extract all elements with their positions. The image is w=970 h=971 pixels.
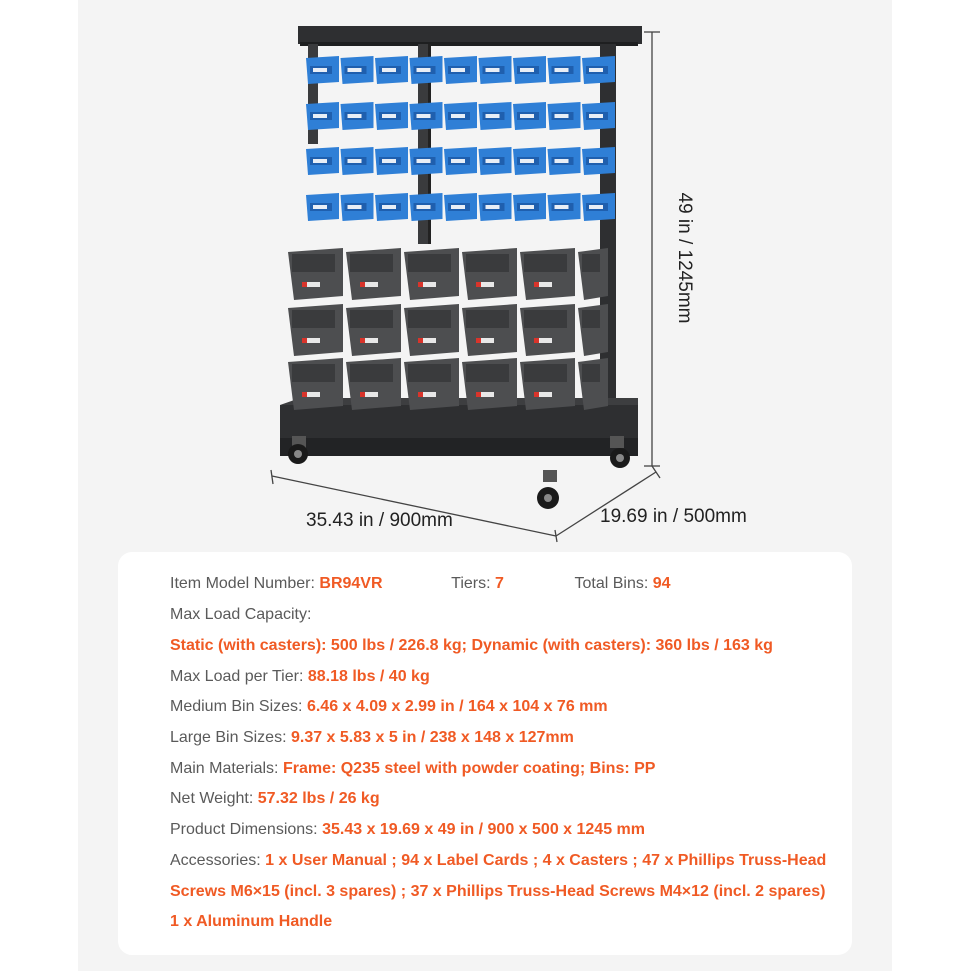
blue-bin bbox=[341, 56, 374, 84]
blue-bin bbox=[410, 56, 443, 84]
large-bin-value: 9.37 x 5.83 x 5 in / 238 x 148 x 127mm bbox=[290, 729, 574, 746]
gray-bin bbox=[288, 248, 343, 300]
blue-bin bbox=[548, 56, 581, 84]
model-value: BR94VR bbox=[319, 575, 383, 592]
spec-row-model bbox=[170, 574, 671, 594]
spec-row-per-tier bbox=[170, 667, 430, 687]
per-tier-value: 88.18 lbs / 40 kg bbox=[307, 668, 430, 685]
blue-bin bbox=[582, 102, 615, 130]
blue-bin bbox=[444, 56, 477, 84]
blue-bin bbox=[375, 102, 408, 130]
materials-value: Frame: Q235 steel with powder coating; Bins: PP bbox=[282, 760, 656, 777]
blue-bin bbox=[444, 102, 477, 130]
gray-bin bbox=[346, 304, 401, 356]
blue-bin bbox=[548, 147, 581, 175]
gray-bin bbox=[520, 304, 575, 356]
spec-row-large-bin bbox=[170, 728, 574, 748]
gray-bin bbox=[346, 358, 401, 410]
blue-bin bbox=[306, 102, 339, 130]
weight-label: Net Weight: bbox=[170, 790, 254, 807]
gray-bin bbox=[578, 304, 608, 356]
product-dimensions-label: Product Dimensions: bbox=[170, 821, 318, 838]
product-dimensions-value: 35.43 x 19.69 x 49 in / 900 x 500 x 1245 mm bbox=[322, 821, 645, 838]
blue-bin bbox=[444, 193, 477, 221]
gray-bin bbox=[404, 358, 459, 410]
gray-bin bbox=[462, 248, 517, 300]
accessories-line-1: 1 x User Manual ; 94 x Label Cards ; 4 x Casters ; 47 x Phillips Truss-Head bbox=[265, 852, 827, 869]
medium-bin-label: Medium Bin Sizes: bbox=[170, 698, 303, 715]
blue-bin bbox=[548, 193, 581, 221]
blue-bin bbox=[548, 102, 581, 130]
spec-row-product-dimensions bbox=[170, 820, 645, 840]
blue-bin bbox=[341, 102, 374, 130]
accessories-line-2: Screws M6×15 (incl. 3 spares) ; 37 x Phillips Truss-Head Screws M4×12 (incl. 2 spares) bbox=[170, 883, 826, 900]
blue-bin bbox=[341, 193, 374, 221]
spec-row-weight bbox=[170, 789, 380, 809]
tiers-value: 7 bbox=[495, 575, 504, 592]
gray-bin bbox=[404, 304, 459, 356]
width-dimension-label: 35.43 in / 900mm bbox=[306, 510, 453, 531]
blue-bin bbox=[306, 147, 339, 175]
blue-bin bbox=[410, 147, 443, 175]
specifications-card bbox=[118, 552, 852, 955]
blue-bin bbox=[410, 102, 443, 130]
spec-row-materials bbox=[170, 759, 655, 779]
blue-bins bbox=[306, 56, 615, 221]
gray-bin bbox=[462, 304, 517, 356]
blue-bin bbox=[582, 56, 615, 84]
blue-bin bbox=[341, 147, 374, 175]
blue-bin bbox=[375, 193, 408, 221]
blue-bin bbox=[306, 193, 339, 221]
max-load-label: Max Load Capacity: bbox=[170, 606, 312, 623]
blue-bin bbox=[306, 56, 339, 84]
spec-row-medium-bin bbox=[170, 697, 608, 717]
blue-bin bbox=[513, 147, 546, 175]
blue-bin bbox=[479, 102, 512, 130]
blue-bin bbox=[479, 56, 512, 84]
gray-bin bbox=[288, 358, 343, 410]
medium-bin-value: 6.46 x 4.09 x 2.99 in / 164 x 104 x 76 mm bbox=[306, 698, 608, 715]
gray-bins bbox=[288, 248, 608, 410]
spec-row-max-load-label bbox=[170, 605, 311, 625]
spec-row-accessories-2 bbox=[170, 882, 825, 902]
blue-bin bbox=[582, 193, 615, 221]
blue-bin bbox=[479, 193, 512, 221]
materials-label: Main Materials: bbox=[170, 760, 279, 777]
blue-bin bbox=[375, 56, 408, 84]
tiers-label: Tiers: bbox=[451, 575, 491, 592]
height-dimension-label: 49 in / 1245mm bbox=[674, 192, 695, 324]
blue-bin bbox=[479, 147, 512, 175]
spec-row-accessories-3 bbox=[170, 912, 332, 932]
model-label: Item Model Number: bbox=[170, 575, 315, 592]
max-load-value: Static (with casters): 500 lbs / 226.8 kg; Dynamic (with casters): 360 lbs / 163 kg bbox=[170, 637, 773, 654]
blue-bin bbox=[582, 147, 615, 175]
spec-row-max-load-value bbox=[170, 636, 773, 656]
blue-bin bbox=[375, 147, 408, 175]
blue-bin bbox=[444, 147, 477, 175]
accessories-line-3: 1 x Aluminum Handle bbox=[170, 913, 333, 930]
gray-bin bbox=[404, 248, 459, 300]
large-bin-label: Large Bin Sizes: bbox=[170, 729, 287, 746]
total-bins-label: Total Bins: bbox=[574, 575, 649, 592]
blue-bin bbox=[513, 56, 546, 84]
accessories-label: Accessories: bbox=[170, 852, 261, 869]
per-tier-label: Max Load per Tier: bbox=[170, 668, 304, 685]
gray-bin bbox=[578, 248, 608, 300]
total-bins-value: 94 bbox=[652, 575, 671, 592]
gray-bin bbox=[346, 248, 401, 300]
blue-bin bbox=[513, 102, 546, 130]
blue-bin bbox=[410, 193, 443, 221]
spec-row-accessories bbox=[170, 851, 826, 871]
gray-bin bbox=[288, 304, 343, 356]
weight-value: 57.32 lbs / 26 kg bbox=[257, 790, 380, 807]
depth-dimension-label: 19.69 in / 500mm bbox=[600, 506, 747, 527]
gray-bin bbox=[462, 358, 517, 410]
gray-bin bbox=[520, 358, 575, 410]
gray-bin bbox=[520, 248, 575, 300]
blue-bin bbox=[513, 193, 546, 221]
